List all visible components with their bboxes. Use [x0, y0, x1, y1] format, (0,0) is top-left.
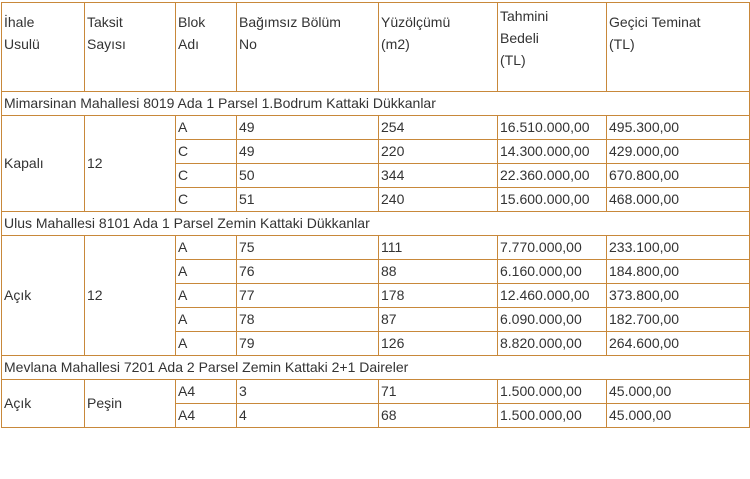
cell-taksit-sayisi: 12	[85, 236, 176, 356]
header-label: Adı	[178, 36, 200, 52]
cell-blok: A	[176, 284, 237, 308]
cell-gecici-teminat: 45.000,00	[607, 404, 750, 428]
cell-tahmini-bedel: 15.600.000,00	[498, 188, 607, 212]
header-row	[2, 3, 750, 92]
cell-blok: A	[176, 236, 237, 260]
section-title: Mimarsinan Mahallesi 8019 Ada 1 Parsel 1.Bodrum Kattaki Dükkanlar	[2, 92, 750, 116]
header-yuzolcumu	[379, 3, 498, 92]
cell-yuzolcumu: 68	[379, 404, 498, 428]
cell-bolum-no: 76	[237, 260, 379, 284]
header-label: Usulü	[4, 36, 40, 52]
table-row	[2, 116, 750, 140]
cell-tahmini-bedel: 6.160.000,00	[498, 260, 607, 284]
cell-ihale-usulu: Açık	[2, 380, 85, 428]
cell-tahmini-bedel: 7.770.000,00	[498, 236, 607, 260]
cell-blok: C	[176, 140, 237, 164]
cell-bolum-no: 51	[237, 188, 379, 212]
header-ihale-usulu	[2, 3, 85, 92]
cell-blok: A4	[176, 404, 237, 428]
cell-blok: A	[176, 332, 237, 356]
cell-tahmini-bedel: 22.360.000,00	[498, 164, 607, 188]
cell-taksit-sayisi: Peşin	[85, 380, 176, 428]
section-row	[2, 212, 750, 236]
cell-gecici-teminat: 182.700,00	[607, 308, 750, 332]
auction-table	[1, 2, 750, 428]
cell-blok: A	[176, 260, 237, 284]
cell-yuzolcumu: 220	[379, 140, 498, 164]
cell-yuzolcumu: 178	[379, 284, 498, 308]
cell-gecici-teminat: 184.800,00	[607, 260, 750, 284]
cell-yuzolcumu: 254	[379, 116, 498, 140]
header-label: (TL)	[500, 52, 526, 68]
cell-tahmini-bedel: 1.500.000,00	[498, 404, 607, 428]
cell-yuzolcumu: 111	[379, 236, 498, 260]
cell-blok: A	[176, 308, 237, 332]
section-title: Mevlana Mahallesi 7201 Ada 2 Parsel Zemin Kattaki 2+1 Daireler	[2, 356, 750, 380]
cell-yuzolcumu: 88	[379, 260, 498, 284]
cell-ihale-usulu: Açık	[2, 236, 85, 356]
cell-blok: A	[176, 116, 237, 140]
section-title: Ulus Mahallesi 8101 Ada 1 Parsel Zemin Kattaki Dükkanlar	[2, 212, 750, 236]
header-label: (TL)	[609, 36, 635, 52]
header-label: Bağımsız Bölüm	[239, 14, 341, 30]
cell-tahmini-bedel: 16.510.000,00	[498, 116, 607, 140]
cell-ihale-usulu: Kapalı	[2, 116, 85, 212]
cell-gecici-teminat: 495.300,00	[607, 116, 750, 140]
header-label: Yüzölçümü	[381, 14, 451, 30]
cell-bolum-no: 3	[237, 380, 379, 404]
header-label: No	[239, 36, 257, 52]
cell-tahmini-bedel: 1.500.000,00	[498, 380, 607, 404]
header-tahmini-bedeli	[498, 3, 607, 92]
cell-yuzolcumu: 71	[379, 380, 498, 404]
cell-bolum-no: 75	[237, 236, 379, 260]
cell-gecici-teminat: 670.800,00	[607, 164, 750, 188]
header-label: Blok	[178, 14, 206, 30]
header-gecici-teminat	[607, 3, 750, 92]
cell-bolum-no: 49	[237, 116, 379, 140]
cell-blok: C	[176, 164, 237, 188]
cell-bolum-no: 50	[237, 164, 379, 188]
header-label: Geçici Teminat	[609, 14, 701, 30]
cell-taksit-sayisi: 12	[85, 116, 176, 212]
cell-bolum-no: 4	[237, 404, 379, 428]
cell-yuzolcumu: 126	[379, 332, 498, 356]
cell-bolum-no: 77	[237, 284, 379, 308]
cell-yuzolcumu: 87	[379, 308, 498, 332]
header-label: İhale	[4, 14, 35, 30]
header-bagimsiz-bolum-no	[237, 3, 379, 92]
cell-tahmini-bedel: 6.090.000,00	[498, 308, 607, 332]
cell-blok: C	[176, 188, 237, 212]
cell-blok: A4	[176, 380, 237, 404]
header-label: Sayısı	[87, 36, 126, 52]
section-row	[2, 356, 750, 380]
cell-gecici-teminat: 233.100,00	[607, 236, 750, 260]
cell-gecici-teminat: 373.800,00	[607, 284, 750, 308]
cell-tahmini-bedel: 12.460.000,00	[498, 284, 607, 308]
header-label: Bedeli	[500, 30, 539, 46]
cell-bolum-no: 78	[237, 308, 379, 332]
table-row	[2, 236, 750, 260]
cell-yuzolcumu: 240	[379, 188, 498, 212]
header-label: Tahmini	[500, 8, 549, 24]
cell-tahmini-bedel: 8.820.000,00	[498, 332, 607, 356]
header-taksit-sayisi	[85, 3, 176, 92]
cell-bolum-no: 79	[237, 332, 379, 356]
table-row	[2, 380, 750, 404]
header-label: (m2)	[381, 36, 410, 52]
cell-gecici-teminat: 429.000,00	[607, 140, 750, 164]
cell-yuzolcumu: 344	[379, 164, 498, 188]
header-blok-adi	[176, 3, 237, 92]
cell-gecici-teminat: 45.000,00	[607, 380, 750, 404]
cell-gecici-teminat: 468.000,00	[607, 188, 750, 212]
header-label: Taksit	[87, 14, 123, 30]
cell-gecici-teminat: 264.600,00	[607, 332, 750, 356]
cell-bolum-no: 49	[237, 140, 379, 164]
cell-tahmini-bedel: 14.300.000,00	[498, 140, 607, 164]
section-row	[2, 92, 750, 116]
